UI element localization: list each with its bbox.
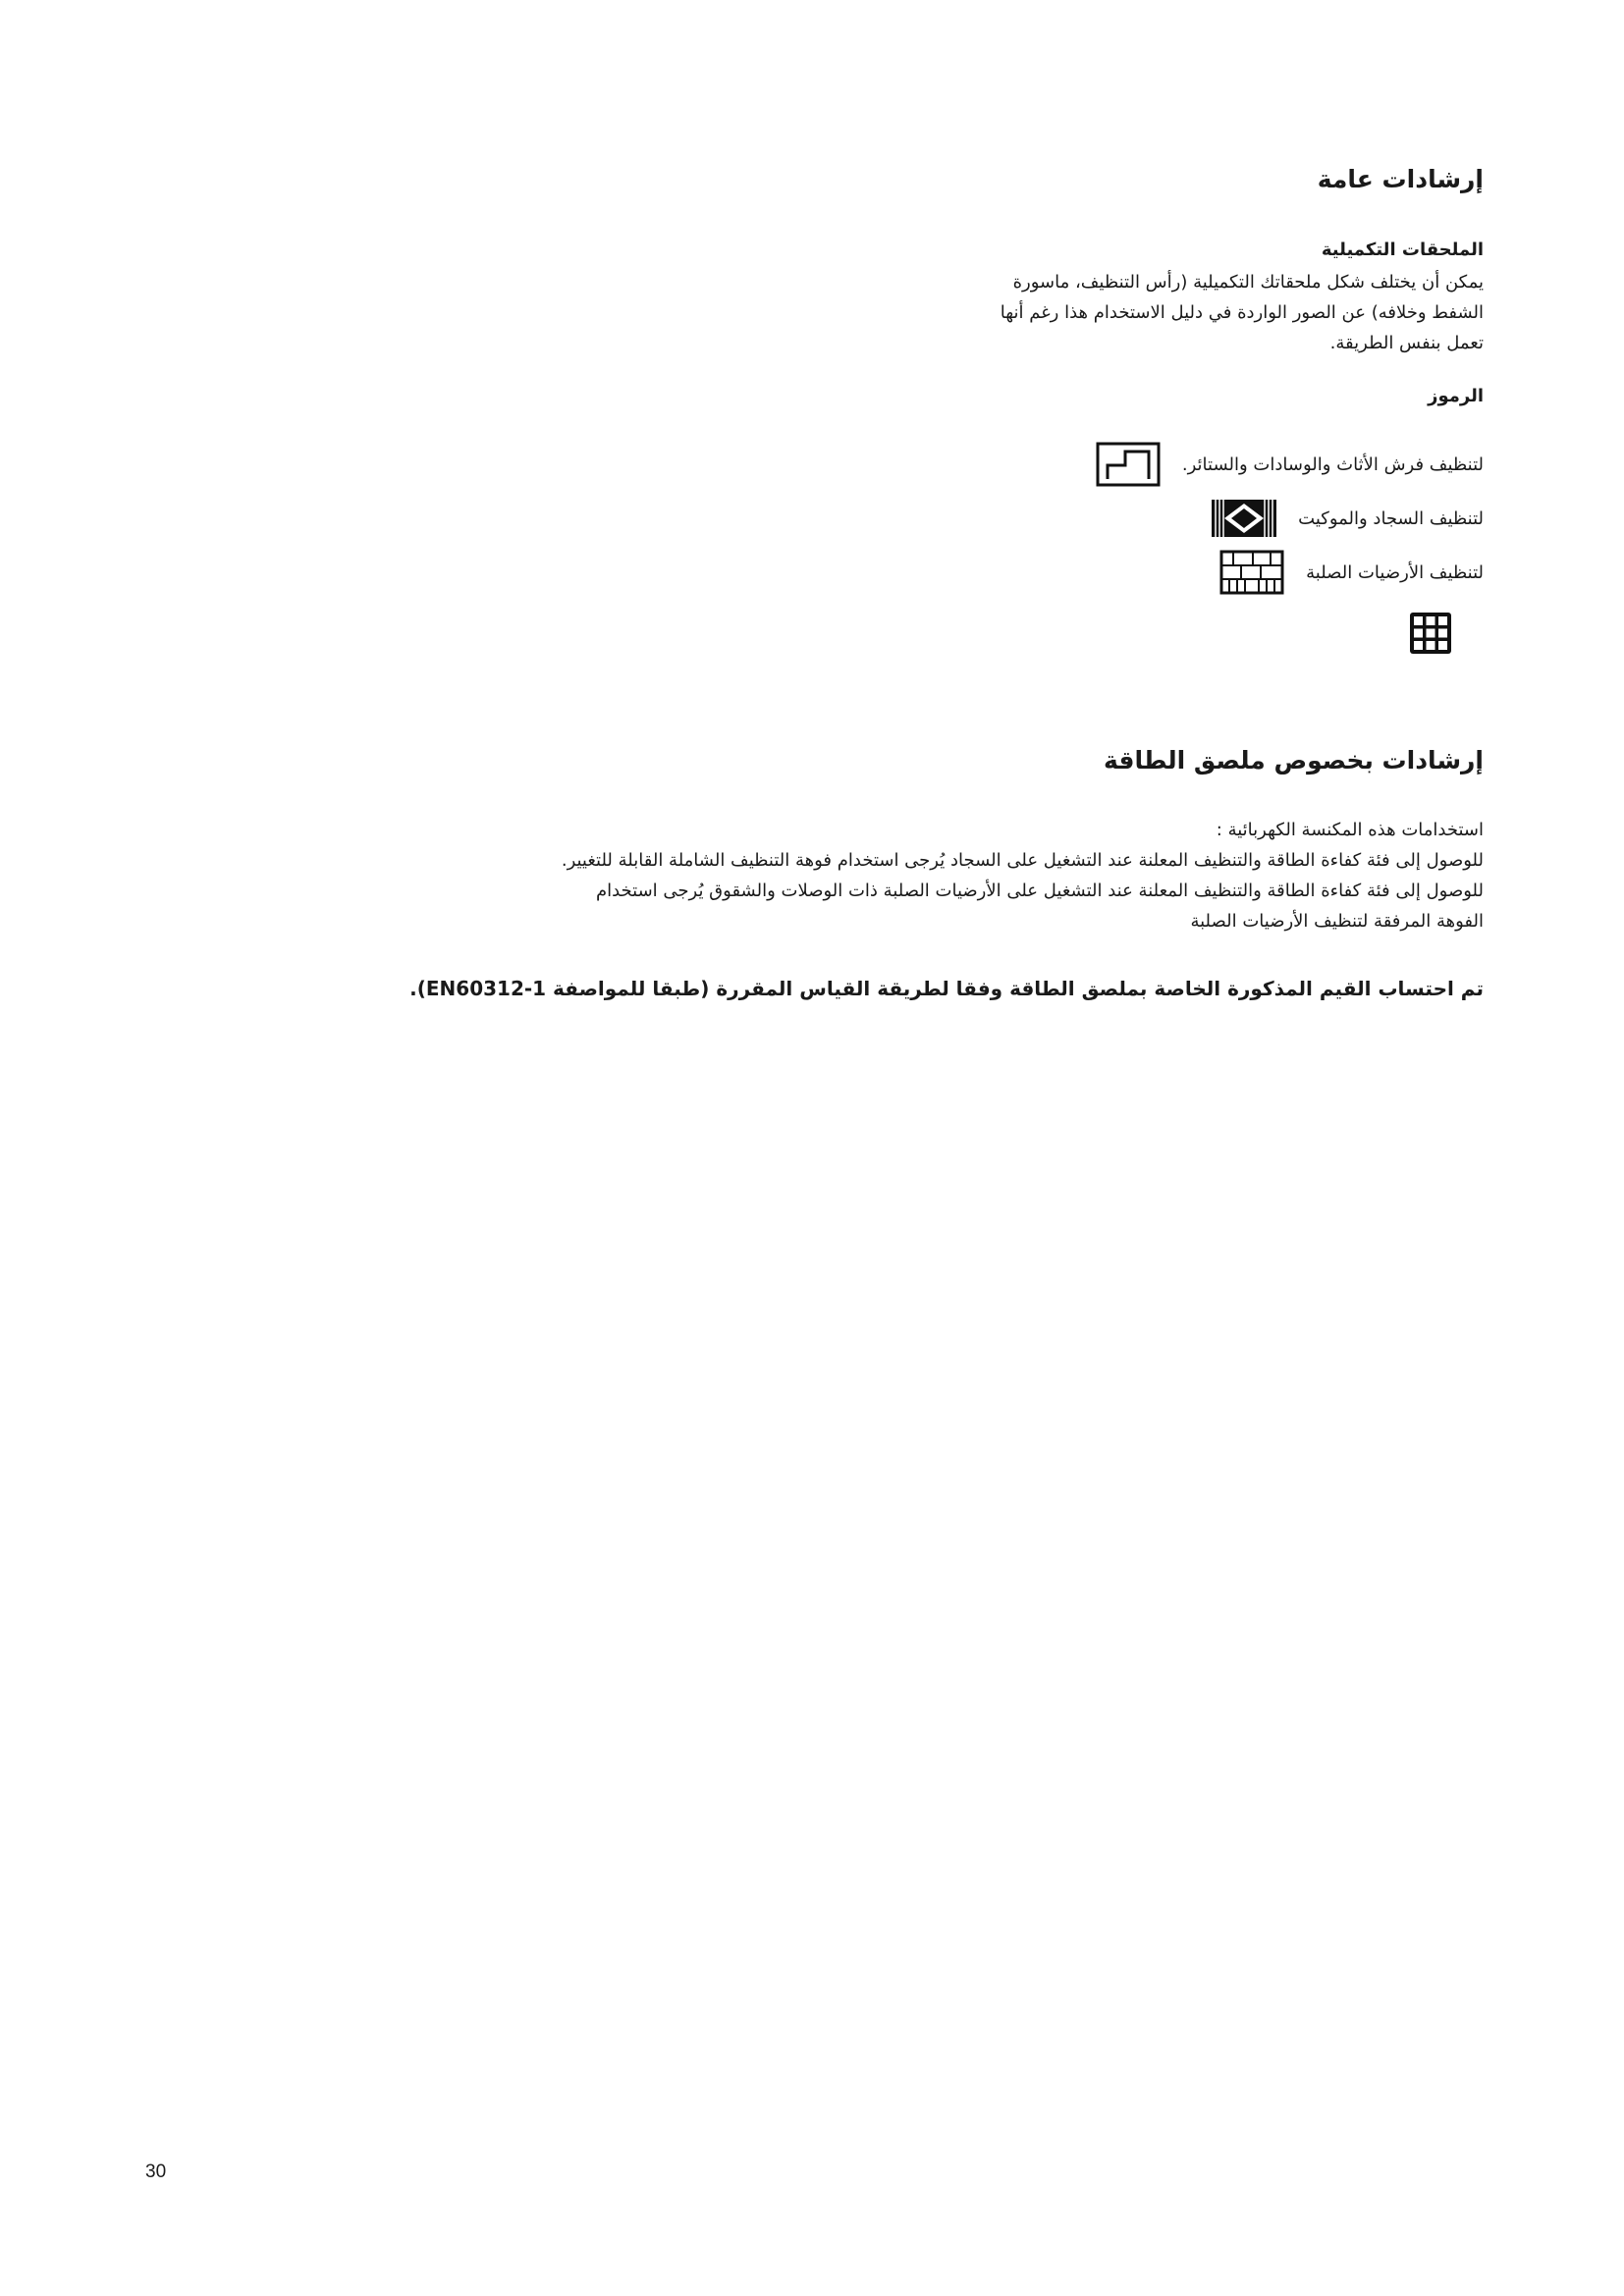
symbol-row-tile-grid: [1397, 611, 1484, 656]
accessories-heading: الملحقات التكميلية: [1321, 240, 1484, 260]
paragraph-line: يمكن أن يختلف شكل ملحقاتك التكميلية (رأس التنظيف، ماسورة: [1012, 272, 1484, 293]
carpet-icon: [1212, 496, 1276, 541]
symbol-row-upholstery: [1096, 442, 1484, 487]
page-number: 30: [145, 2162, 167, 2182]
paragraph-line: للوصول إلى فئة كفاءة الطاقة والتنظيف المعلنة عند التشغيل على الأرضيات الصلبة ذات الوصلات والشقوق يُرجى استخدام: [595, 881, 1484, 901]
section-title-general: إرشادات عامة: [1317, 165, 1484, 193]
symbol-text: لتنظيف فرش الأثاث والوسادات والستائر.: [1181, 454, 1484, 475]
upholstery-icon: [1096, 442, 1161, 487]
paragraph-line: الشفط وخلافه) عن الصور الواردة في دليل الاستخدام هذا رغم أنها: [1000, 302, 1484, 323]
tile-grid-icon: [1397, 611, 1462, 656]
measurement-note: تم احتساب القيم المذكورة الخاصة بملصق الطاقة وفقا لطريقة القياس المقررة (طبقا للمواصفة EN60312-1).: [409, 977, 1484, 1000]
symbol-text: لتنظيف السجاد والموكيت: [1298, 507, 1484, 529]
accessories-paragraph: [796, 267, 1484, 358]
symbol-row-carpet: [1212, 496, 1484, 541]
symbol-row-hard-floor: [1219, 550, 1484, 595]
paragraph-line: الفوهة المرفقة لتنظيف الأرضيات الصلبة: [1190, 911, 1484, 932]
symbols-heading: الرموز: [1428, 386, 1484, 406]
usage-paragraph: [256, 815, 1484, 936]
paragraph-line: استخدامات هذه المكنسة الكهربائية :: [1216, 820, 1484, 840]
paragraph-line: للوصول إلى فئة كفاءة الطاقة والتنظيف المعلنة عند التشغيل على السجاد يُرجى استخدام فوهة التنظيف الشاملة القابلة للتغيير.: [561, 850, 1484, 871]
section-title-energy-label: إرشادات بخصوص ملصق الطاقة: [1104, 746, 1484, 774]
paragraph-line: تعمل بنفس الطريقة.: [1329, 333, 1484, 353]
hard-floor-icon: [1219, 550, 1284, 595]
symbol-text: لتنظيف الأرضيات الصلبة: [1306, 561, 1484, 583]
